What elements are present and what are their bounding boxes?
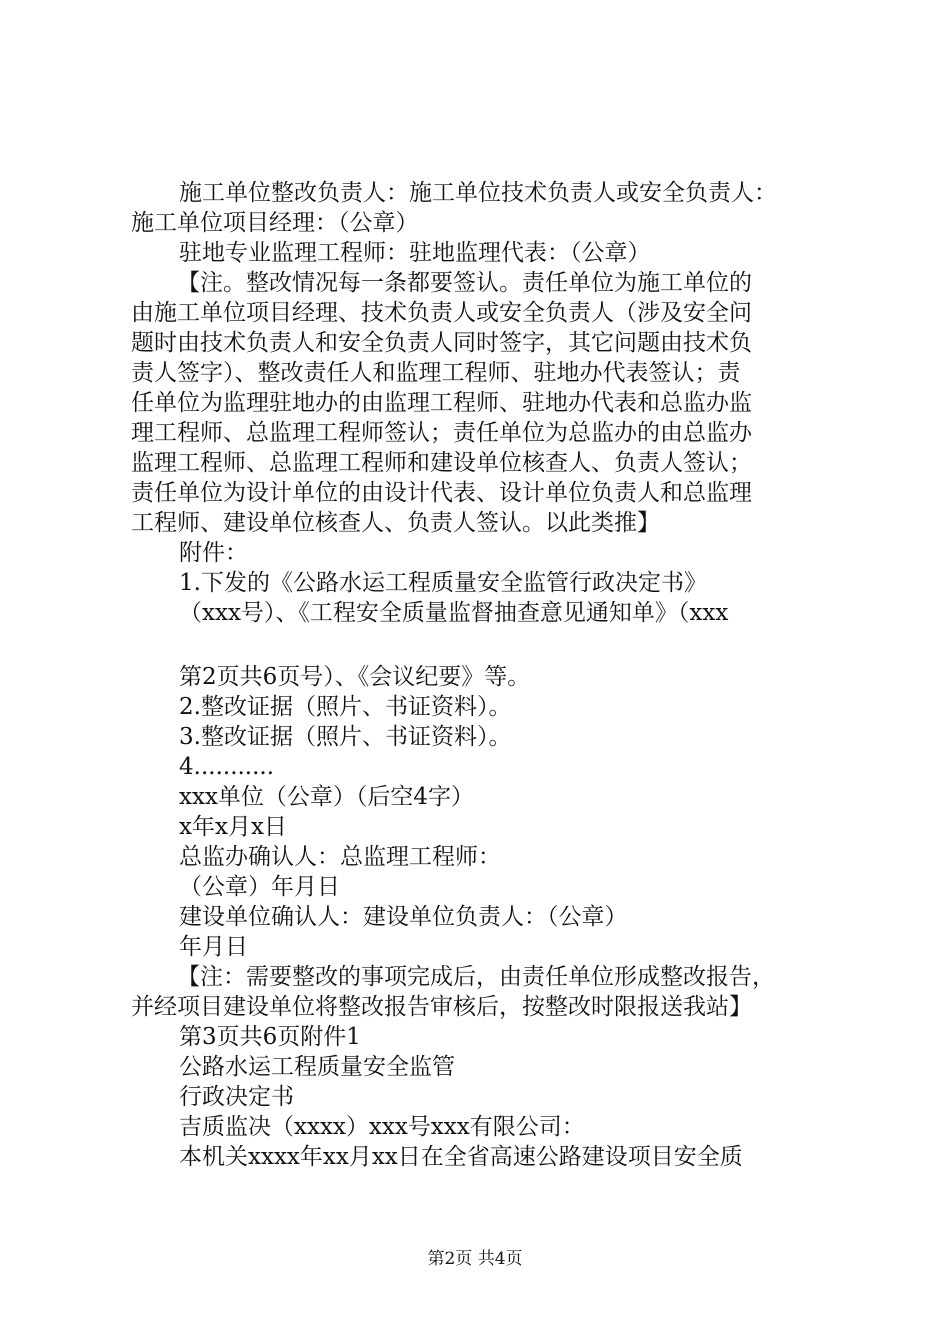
text-line: 第3页共6页附件1 xyxy=(179,1024,361,1050)
text-line: 题时由技术负责人和安全负责人同时签字，其它问题由技术负 xyxy=(131,330,752,356)
text-line: 工程师、建设单位核查人、负责人签认。以此类推】 xyxy=(131,510,660,536)
text-line: 施工单位项目经理：（公章） xyxy=(131,210,419,236)
text-line: 责人签字）、整改责任人和监理工程师、驻地办代表签认；责 xyxy=(131,360,741,386)
text-line: 【注：需要整改的事项完成后，由责任单位形成整改报告， xyxy=(177,964,775,990)
text-line: 并经项目建设单位将整改报告审核后，按整改时限报送我站】 xyxy=(131,994,752,1020)
text-line: 附件： xyxy=(179,540,248,566)
page-footer: 第2页 共4页 xyxy=(427,1249,523,1269)
text-line: 本机关xxxx年xx月xx日在全省高速公路建设项目安全质 xyxy=(179,1144,743,1170)
text-line: 驻地专业监理工程师：驻地监理代表：（公章） xyxy=(179,240,651,266)
text-line: （公章）年月日 xyxy=(179,874,340,900)
text-line: （xxx号）、《工程安全质量监督抽查意见通知单》（xxx xyxy=(179,600,729,626)
text-line: 任单位为监理驻地办的由监理工程师、驻地办代表和总监办监 xyxy=(131,390,752,416)
text-line: 总监办确认人：总监理工程师： xyxy=(179,844,501,870)
text-line: 4........... xyxy=(179,754,275,780)
text-line: 【注。整改情况每一条都要签认。责任单位为施工单位的 xyxy=(177,270,752,296)
text-line: 3.整改证据（照片、书证资料）。 xyxy=(179,724,512,750)
text-line: 理工程师、总监理工程师签认；责任单位为总监办的由总监办 xyxy=(131,420,752,446)
document-body xyxy=(131,178,836,1172)
text-line: 吉质监决（xxxx）xxx号xxx有限公司： xyxy=(179,1114,585,1140)
text-line: 2.整改证据（照片、书证资料）。 xyxy=(179,694,512,720)
spacer xyxy=(131,628,836,662)
text-line: x年x月x日 xyxy=(179,814,287,840)
text-line: 施工单位整改负责人：施工单位技术负责人或安全负责人： xyxy=(179,180,777,206)
text-line: 行政决定书 xyxy=(179,1084,294,1110)
text-line: 第2页共6页号）、《会议纪要》等。 xyxy=(179,664,531,690)
text-line: 公路水运工程质量安全监管 xyxy=(179,1054,455,1080)
text-line: 年月日 xyxy=(179,934,248,960)
text-line: xxx单位（公章）（后空4字） xyxy=(179,784,475,810)
text-line: 1.下发的《公路水运工程质量安全监管行政决定书》 xyxy=(179,570,707,596)
text-line: 监理工程师、总监理工程师和建设单位核查人、负责人签认； xyxy=(131,450,752,476)
text-line: 建设单位确认人：建设单位负责人：（公章） xyxy=(179,904,628,930)
text-line: 由施工单位项目经理、技术负责人或安全负责人（涉及安全问 xyxy=(131,300,752,326)
text-line: 责任单位为设计单位的由设计代表、设计单位负责人和总监理 xyxy=(131,480,752,506)
